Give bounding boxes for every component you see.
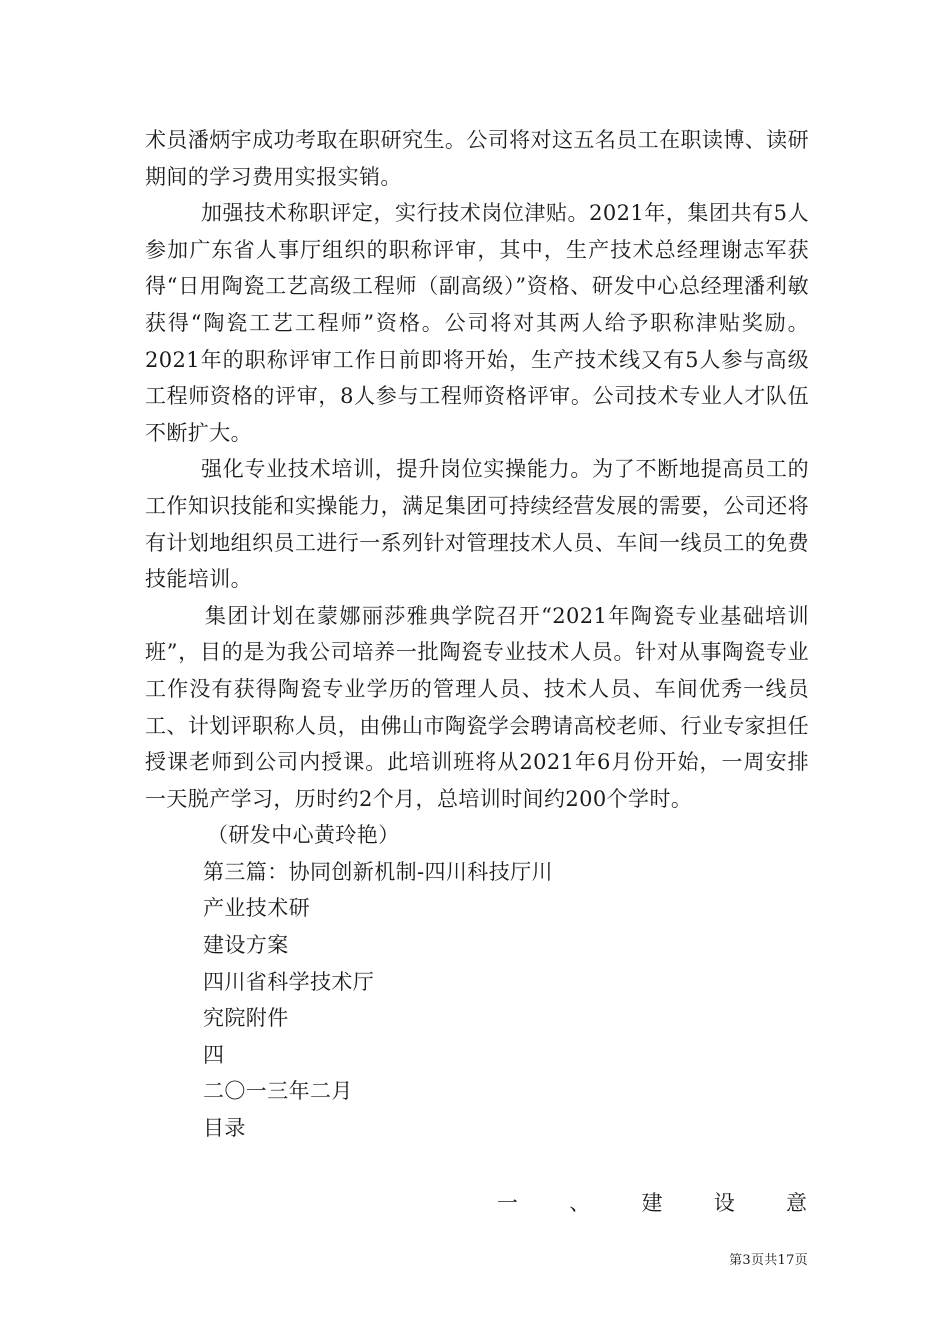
line-5: 究院附件 (203, 1006, 289, 1031)
heading-char: 设 (713, 1191, 735, 1215)
paragraph-2: 加强技术称职评定，实行技术岗位津贴。2021年，集团共有5人参加广东省人事厅组织的职称评审，其中，生产技术总经理谢志军获得“日用陶瓷工艺高级工程师（副高级）”资格、研发中心总经理潘利敏获得“陶瓷工艺工程师”资格。公司将对其两人给予职称津贴奖励。2021年的职称评审工作日前即将开始，生产技术线又有5人参与高级工程师资格的评审，8人参与工程师资格评审。公司技术专业人才队伍不断扩大。 (145, 201, 809, 445)
heading-char: 意 (786, 1191, 807, 1215)
line-6: 四 (203, 1042, 225, 1067)
signature-line: （研发中心黄玲艳） (207, 823, 400, 848)
line-4: 四川省科学技术厅 (203, 969, 375, 994)
heading-char: 建 (641, 1191, 663, 1215)
line-2: 产业技术研 (203, 896, 310, 921)
line-7: 二〇一三年二月 (203, 1079, 353, 1104)
paragraph-4: 集团计划在蒙娜丽莎雅典学院召开“2021年陶瓷专业基础培训班”，目的是为我公司培养一批陶瓷专业技术人员。针对从事陶瓷专业工作没有获得陶瓷专业学历的管理人员、技术人员、车间优秀一线员工、计划评职称人员，由佛山市陶瓷学会聘请高校老师、行业专家担任授课老师到公司内授课。此培训班将从2021年6月份开始，一周安排一天脱产学习，历时约2个月，总培训时间约200个学时。 (145, 603, 809, 811)
body-text (145, 122, 809, 1147)
heading-char: 、 (569, 1191, 591, 1215)
page-footer: 第3页共17页 (729, 1253, 808, 1268)
section-heading (497, 1185, 807, 1221)
line-3: 建设方案 (203, 933, 289, 958)
paragraph-3: 强化专业技术培训，提升岗位实操能力。为了不断地提高员工的工作知识技能和实操能力，满足集团可持续经营发展的需要，公司还将有计划地组织员工进行一系列针对管理技术人员、车间一线员工的免费技能培训。 (145, 457, 809, 592)
heading-char: 一 (497, 1191, 518, 1215)
paragraph-1: 术员潘炳宇成功考取在职研究生。公司将对这五名员工在职读博、读研期间的学习费用实报实销。 (145, 128, 809, 189)
line-8: 目录 (203, 1116, 246, 1141)
line-1: 第三篇：协同创新机制-四川科技厅川 (203, 859, 553, 884)
